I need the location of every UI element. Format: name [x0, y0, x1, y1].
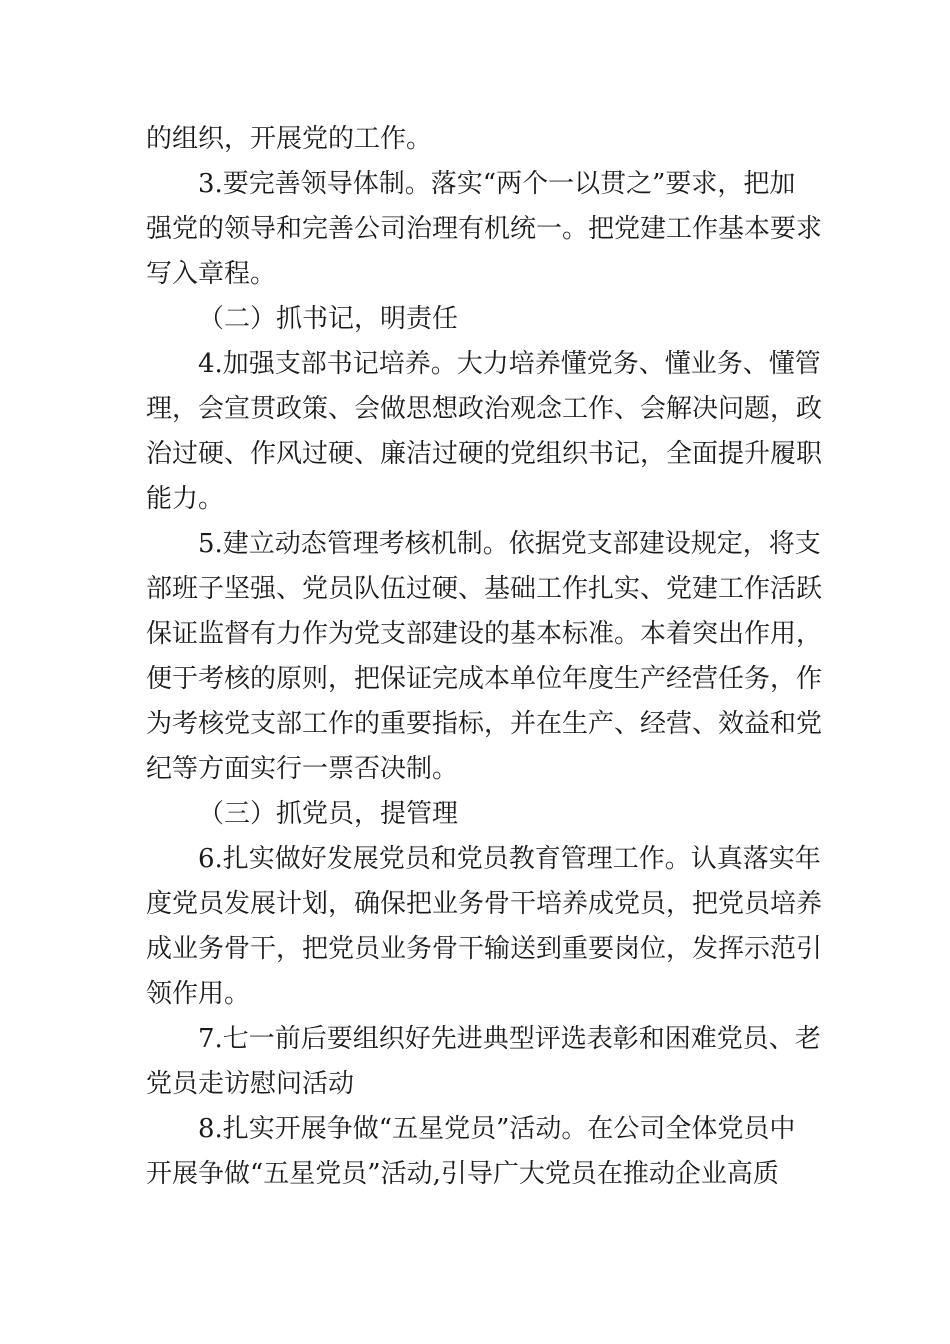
text-line: 度党员发展计划，确保把业务骨干培养成党员，把党员培养 [146, 889, 823, 919]
section-heading: （三）抓党员，提管理 [198, 799, 459, 829]
text-line: 6.扎实做好发展党员和党员教育管理工作。认真落实年 [198, 844, 821, 874]
text-line: 4.加强支部书记培养。大力培养懂党务、懂业务、懂管 [198, 349, 821, 379]
text-line: 写入章程。 [146, 259, 277, 289]
text-line: 成业务骨干，把党员业务骨干输送到重要岗位，发挥示范引 [146, 934, 823, 964]
text-line: 领作用。 [146, 979, 251, 1009]
text-line: 7.七一前后要组织好先进典型评选表彰和困难党员、老 [198, 1024, 821, 1054]
text-line: 的组织，开展党的工作。 [146, 124, 433, 154]
text-line: 3.要完善领导体制。落实“两个一以贯之”要求，把加 [198, 169, 796, 199]
text-line: 能力。 [146, 484, 225, 514]
text-line: 保证监督有力作为党支部建设的基本标准。本着突出作用， [146, 619, 823, 649]
text-line: 便于考核的原则，把保证完成本单位年度生产经营任务，作 [146, 664, 823, 694]
text-line: 纪等方面实行一票否决制。 [146, 754, 459, 784]
text-line: 为考核党支部工作的重要指标，并在生产、经营、效益和党 [146, 709, 823, 739]
text-line: 强党的领导和完善公司治理有机统一。把党建工作基本要求 [146, 214, 823, 244]
section-heading: （二）抓书记，明责任 [198, 304, 459, 334]
text-line: 部班子坚强、党员队伍过硬、基础工作扎实、党建工作活跃 [146, 574, 823, 604]
text-line: 治过硬、作风过硬、廉洁过硬的党组织书记，全面提升履职 [146, 439, 823, 469]
text-line: 5.建立动态管理考核机制。依据党支部建设规定，将支 [198, 529, 821, 559]
text-line: 开展争做“五星党员”活动,引导广大党员在推动企业高质 [146, 1159, 779, 1189]
text-line: 8.扎实开展争做“五星党员”活动。在公司全体党员中 [198, 1114, 796, 1144]
text-line: 党员走访慰问活动 [146, 1069, 355, 1099]
text-line: 理，会宣贯政策、会做思想政治观念工作、会解决问题，政 [146, 394, 823, 424]
